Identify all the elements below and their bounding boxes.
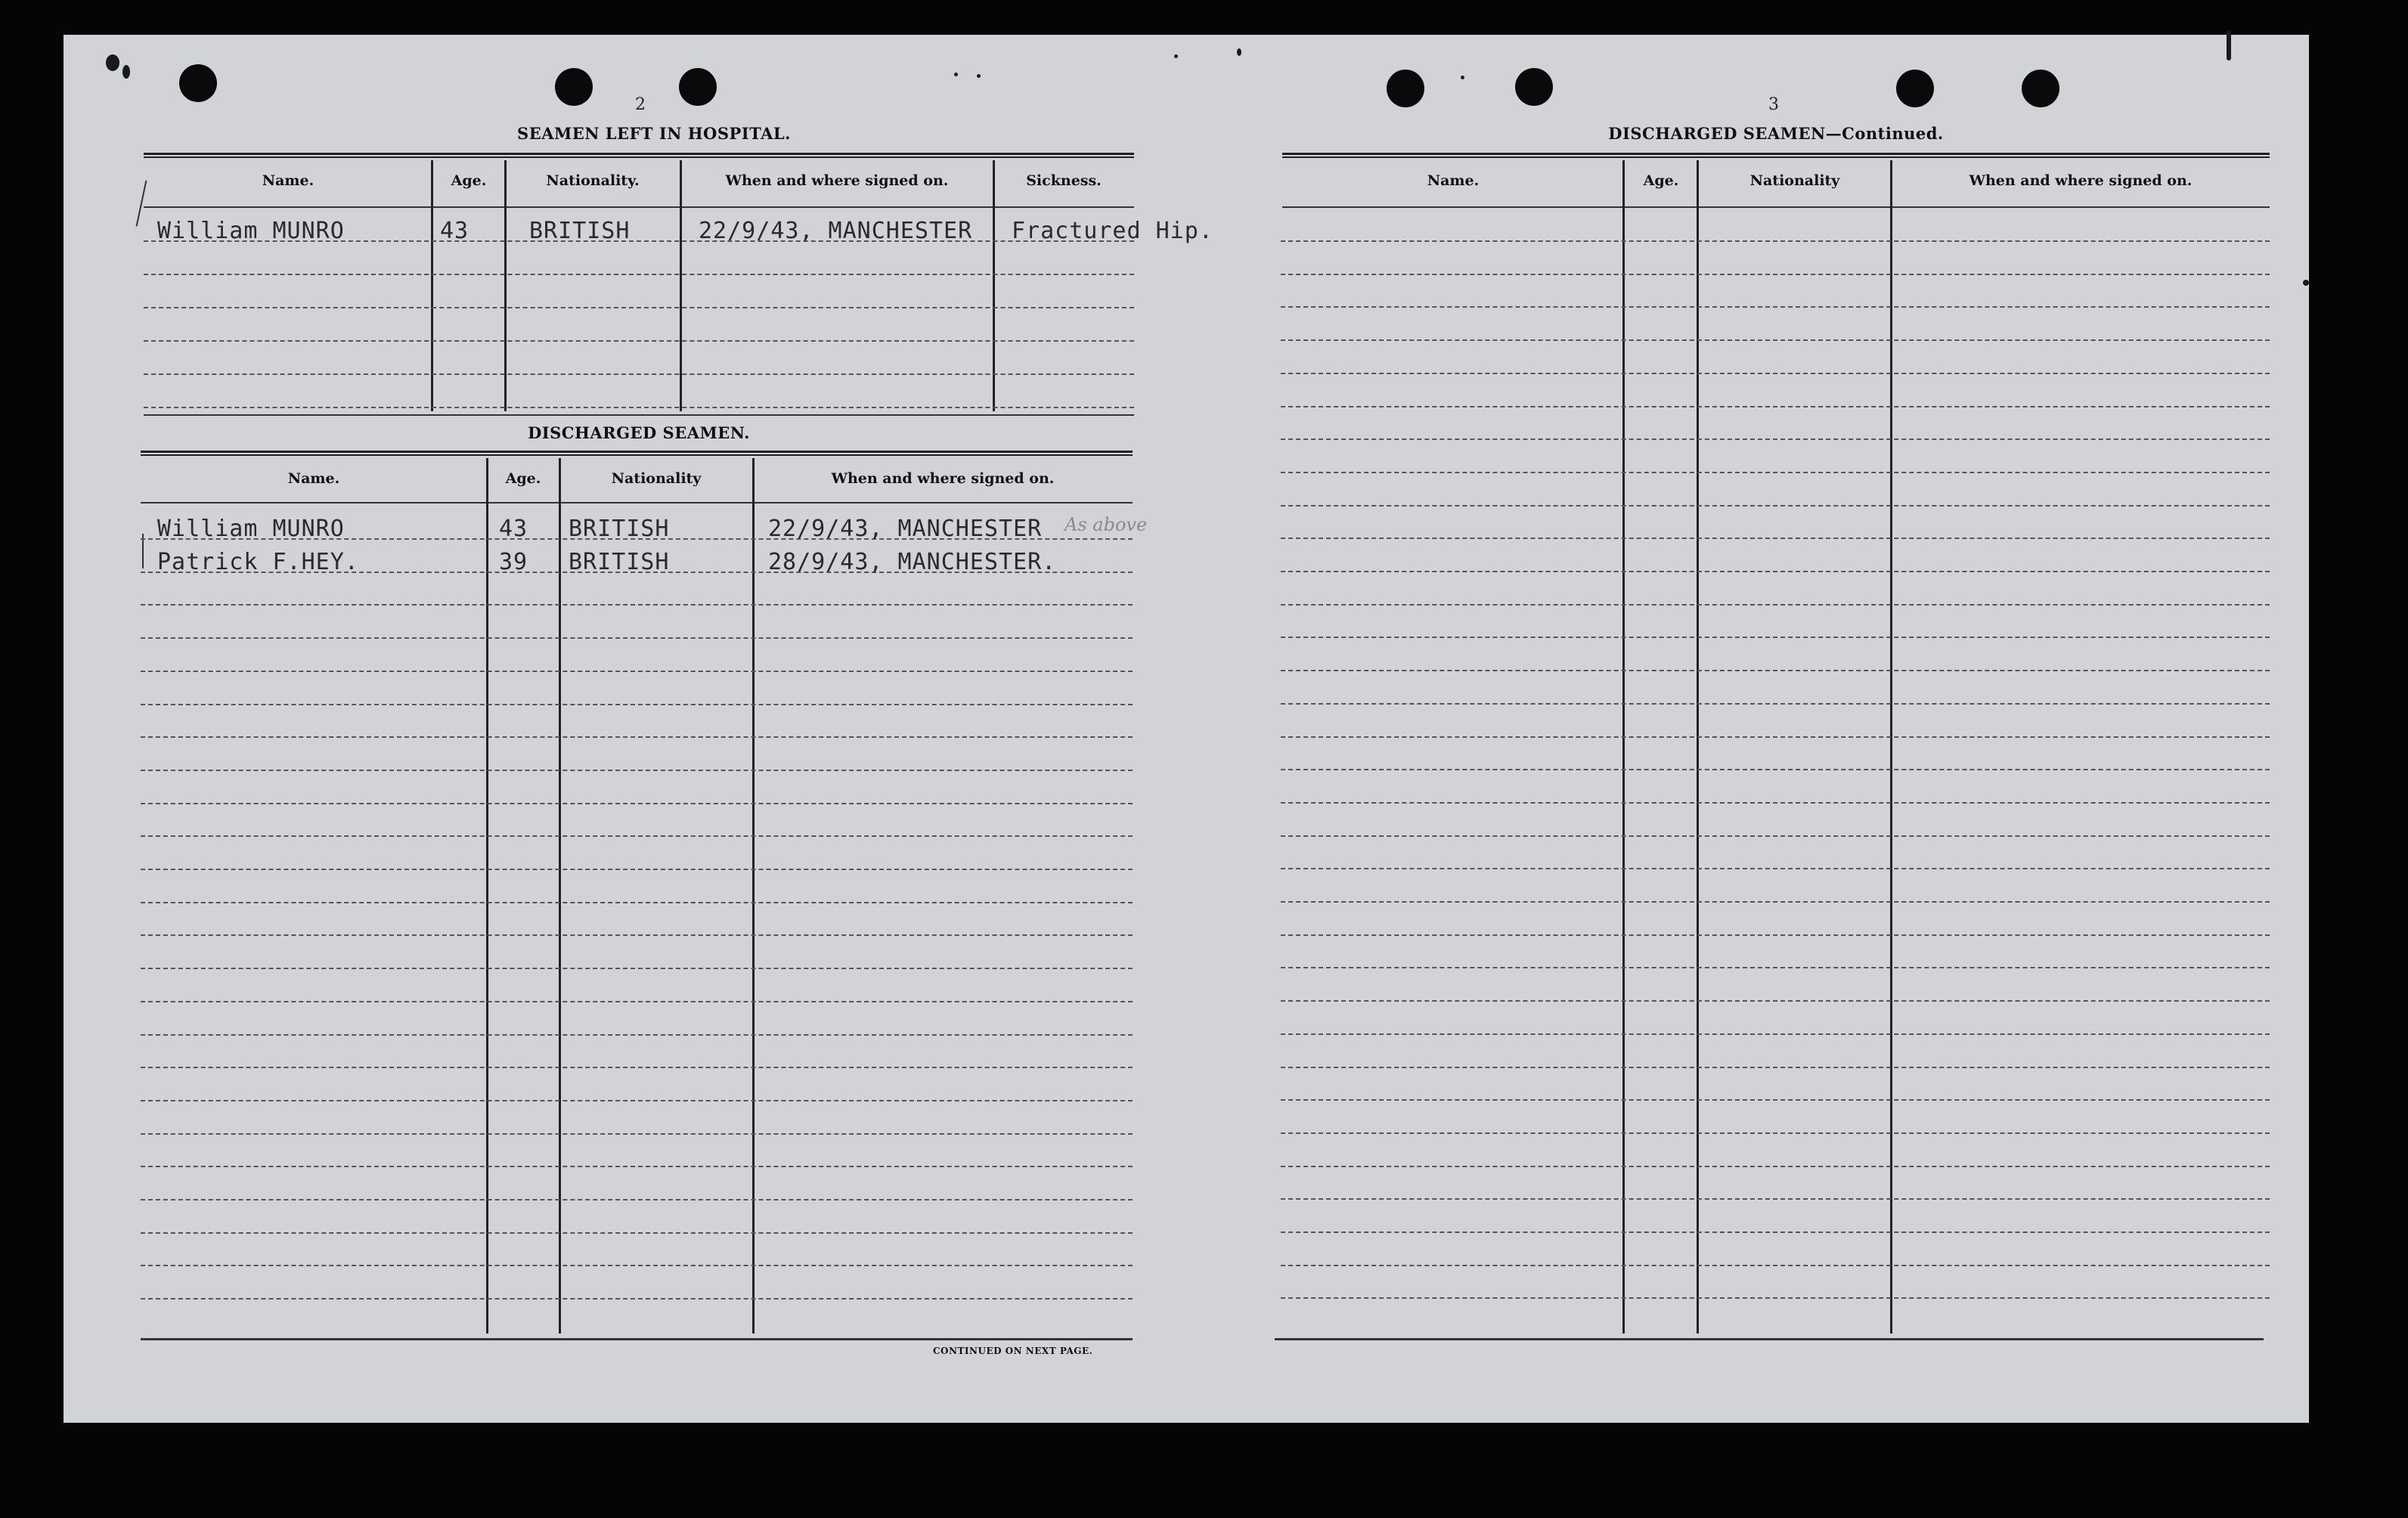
- ruled-line: [141, 671, 1133, 672]
- ruled-line: [1281, 274, 2270, 275]
- ruled-line: [141, 1199, 1133, 1200]
- ruled-line: [141, 1001, 1133, 1002]
- ruled-line: [141, 637, 1133, 639]
- ruled-line: [141, 1265, 1133, 1266]
- ruled-line: [141, 1166, 1133, 1167]
- ruled-line: [1281, 571, 2270, 572]
- ruled-line: [141, 704, 1133, 705]
- hospital-col-name: Name.: [262, 172, 315, 189]
- ruled-line: [1281, 1000, 2270, 1002]
- ruled-line: [141, 1133, 1133, 1135]
- right-col-divider: [1622, 160, 1625, 1334]
- punch-hole: [1515, 68, 1553, 106]
- hospital-signed-on: 22/9/43, MANCHESTER: [699, 218, 973, 244]
- punch-hole: [179, 64, 217, 102]
- ruled-line: [1281, 703, 2270, 705]
- ruled-line: [1281, 1231, 2270, 1233]
- ruled-line: [141, 1034, 1133, 1036]
- ruled-line: [1281, 373, 2270, 374]
- discharged-col-divider: [752, 458, 755, 1334]
- speck: [122, 65, 130, 79]
- discharged-signed-on: 28/9/43, MANCHESTER.: [768, 549, 1057, 575]
- ruled-line: [1281, 240, 2270, 242]
- right-col-divider: [1890, 160, 1892, 1334]
- punch-hole: [555, 68, 593, 106]
- ruled-line: [144, 307, 1134, 308]
- ruled-line: [144, 373, 1134, 375]
- discharged-bottom-rule: [141, 1338, 1133, 1340]
- ruled-line: [1281, 1265, 2270, 1266]
- ruled-line: [144, 274, 1134, 275]
- ruled-line: [1281, 967, 2270, 968]
- ruled-line: [1281, 472, 2270, 473]
- ruled-line: [141, 770, 1133, 771]
- ruled-line: [141, 968, 1133, 969]
- discharged-name: Patrick F.HEY.: [157, 549, 359, 575]
- discharged-name: William MUNRO: [157, 516, 345, 542]
- discharged-col-nationality: Nationality: [611, 470, 702, 487]
- discharged-col-name: Name.: [287, 470, 340, 487]
- discharged-nationality: BRITISH: [569, 516, 670, 542]
- hospital-top-rule: [144, 153, 1134, 158]
- ruled-line: [1281, 1297, 2270, 1299]
- speck: [1174, 54, 1178, 58]
- discharged-section-title: DISCHARGED SEAMEN.: [528, 423, 750, 442]
- punch-hole: [2022, 70, 2059, 107]
- ruled-line: [1281, 1099, 2270, 1101]
- discharged-age: 39: [499, 549, 528, 575]
- ruled-line: [141, 902, 1133, 903]
- ruled-line: [1281, 901, 2270, 903]
- right-top-rule: [1282, 153, 2270, 158]
- ruled-line: [1281, 438, 2270, 440]
- ruled-line: [141, 1100, 1133, 1101]
- ruled-line: [1281, 537, 2270, 539]
- ruled-line: [1281, 1067, 2270, 1068]
- punch-hole: [679, 68, 717, 106]
- punch-hole: [1387, 70, 1424, 107]
- speck: [106, 54, 119, 71]
- ruled-line: [1281, 802, 2270, 804]
- ruled-line: [141, 604, 1133, 606]
- ruled-line: [1281, 670, 2270, 671]
- discharged-col-divider: [559, 458, 561, 1334]
- page-number-right: 3: [1768, 95, 1779, 114]
- ruled-line: [141, 736, 1133, 738]
- ruled-line: [1281, 769, 2270, 770]
- page-number-left: 2: [635, 95, 646, 114]
- discharged-top-rule: [141, 451, 1133, 456]
- hospital-age: 43: [440, 218, 470, 244]
- ruled-line: [1281, 1198, 2270, 1200]
- ruled-line: [144, 407, 1134, 408]
- ruled-line: [141, 835, 1133, 837]
- discharged-nationality: BRITISH: [569, 549, 670, 575]
- hospital-col-age: Age.: [451, 172, 487, 189]
- hospital-name: William MUNRO: [157, 218, 345, 244]
- hospital-bottom-rule: [144, 414, 1134, 416]
- ruled-line: [141, 803, 1133, 804]
- hospital-header-rule: [144, 206, 1134, 208]
- ruled-line: [1281, 604, 2270, 606]
- discharged-signed-on: 22/9/43, MANCHESTER: [768, 516, 1043, 542]
- speck: [2227, 30, 2231, 60]
- right-header-rule: [1282, 206, 2270, 208]
- discharged-header-rule: [141, 502, 1133, 503]
- right-col-age: Age.: [1643, 172, 1679, 189]
- punch-hole: [1896, 70, 1934, 107]
- right-col-signed-on: When and where signed on.: [1969, 172, 2193, 189]
- hospital-col-sickness: Sickness.: [1026, 172, 1102, 189]
- ruled-line: [141, 1232, 1133, 1234]
- speck: [977, 74, 981, 78]
- ruled-line: [141, 934, 1133, 936]
- ruled-line: [1281, 637, 2270, 638]
- ruled-line: [1281, 736, 2270, 738]
- discharged-age: 43: [499, 516, 528, 542]
- continued-footnote: CONTINUED ON NEXT PAGE.: [933, 1346, 1093, 1356]
- ruled-line: [1281, 1132, 2270, 1134]
- right-col-divider: [1697, 160, 1699, 1334]
- hospital-col-nationality: Nationality.: [546, 172, 640, 189]
- ruled-line: [1281, 1166, 2270, 1167]
- handwritten-note: As above: [1065, 514, 1148, 535]
- discharged-col-divider: [486, 458, 488, 1334]
- ruled-line: [141, 1298, 1133, 1300]
- ruled-line: [1281, 406, 2270, 407]
- ruled-line: [1281, 505, 2270, 507]
- ruled-line: [144, 340, 1134, 342]
- ruled-line: [141, 869, 1133, 870]
- right-col-nationality: Nationality: [1749, 172, 1840, 189]
- hospital-nationality: BRITISH: [529, 218, 631, 244]
- ruled-line: [1281, 306, 2270, 308]
- ruled-line: [1281, 1033, 2270, 1035]
- ruled-line: [141, 1067, 1133, 1068]
- right-section-title: DISCHARGED SEAMEN—Continued.: [1608, 124, 1944, 143]
- speck: [1461, 76, 1464, 79]
- discharged-col-age: Age.: [505, 470, 541, 487]
- right-col-name: Name.: [1427, 172, 1480, 189]
- ruled-line: [1281, 339, 2270, 341]
- ruled-line: [1281, 868, 2270, 869]
- speck: [1237, 48, 1241, 56]
- right-bottom-rule: [1275, 1338, 2264, 1340]
- speck: [2303, 280, 2309, 286]
- ruled-line: [1281, 934, 2270, 936]
- hospital-sickness: Fractured Hip.: [1012, 218, 1213, 244]
- ruled-line: [1281, 835, 2270, 837]
- hospital-col-signed-on: When and where signed on.: [725, 172, 949, 189]
- speck: [954, 73, 958, 76]
- hospital-section-title: SEAMEN LEFT IN HOSPITAL.: [517, 124, 791, 143]
- discharged-col-signed-on: When and where signed on.: [831, 470, 1055, 487]
